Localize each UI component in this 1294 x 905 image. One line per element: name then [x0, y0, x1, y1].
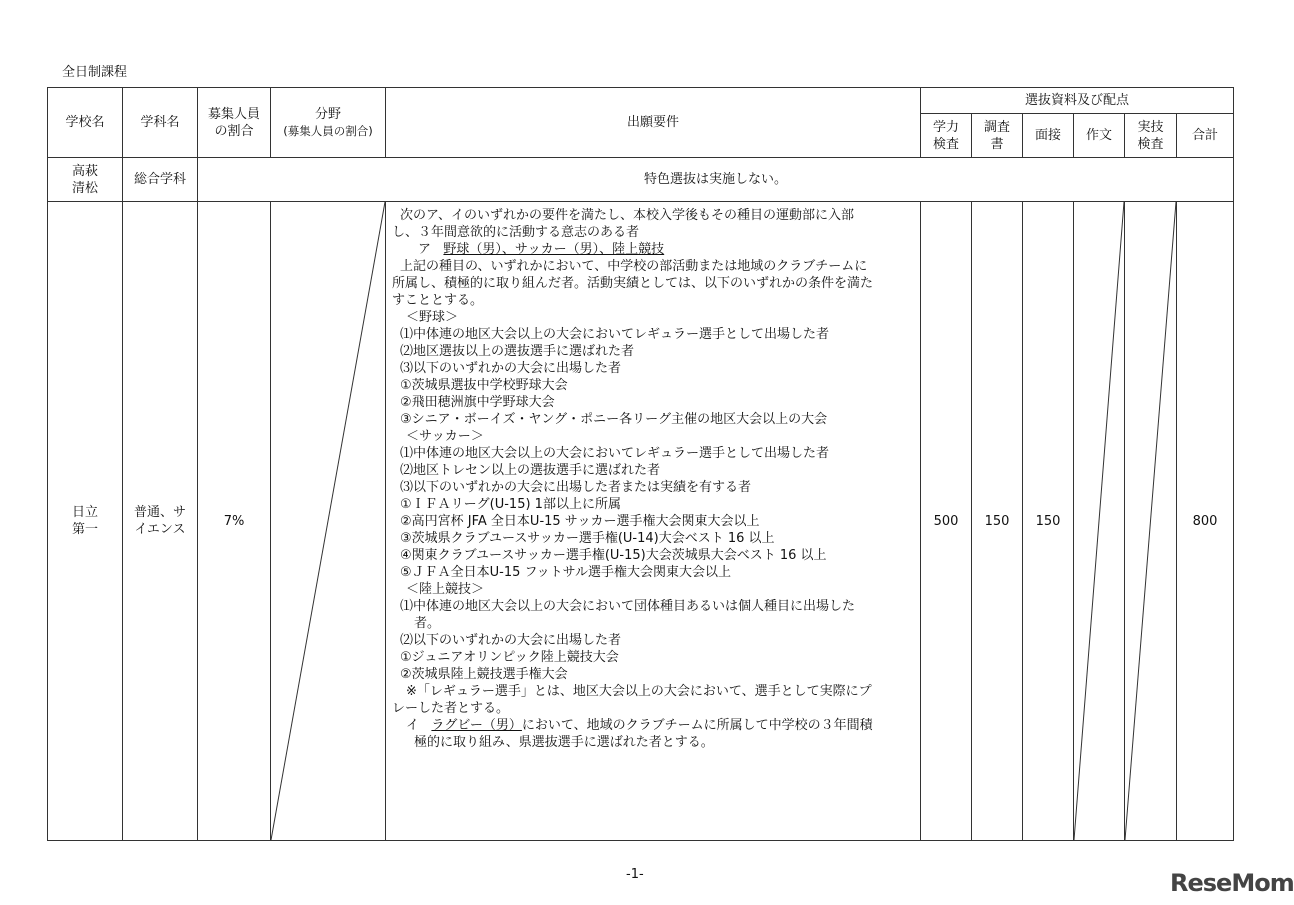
row2-dept: 普通、サ イエンス — [123, 202, 198, 841]
header-jitsugi: 実技 検査 — [1125, 114, 1177, 158]
row2-field-empty — [271, 202, 386, 841]
selection-table — [47, 87, 1234, 841]
header-sakubun: 作文 — [1074, 114, 1125, 158]
row2-jitsugi-empty — [1125, 202, 1177, 841]
row2-chousa: 150 — [972, 202, 1023, 841]
header-field: 分野 (募集人員の割合) — [271, 88, 386, 158]
row1-school: 高萩 清松 — [48, 158, 123, 202]
diagonal-line — [1074, 202, 1124, 840]
header-mensetsu: 面接 — [1023, 114, 1074, 158]
header-selection: 選抜資料及び配点 — [921, 88, 1234, 114]
table-row — [48, 202, 1234, 841]
page-number: -1- — [626, 867, 644, 882]
header-ratio: 募集人員 の割合 — [198, 88, 271, 158]
header-gakuryoku: 学力 検査 — [921, 114, 972, 158]
header-total: 合計 — [1177, 114, 1234, 158]
row1-note: 特色選抜は実施しない。 — [198, 158, 1234, 202]
header-requirements: 出願要件 — [386, 88, 921, 158]
row2-school: 日立 第一 — [48, 202, 123, 841]
header-school: 学校名 — [48, 88, 123, 158]
header-dept: 学科名 — [123, 88, 198, 158]
row2-gakuryoku: 500 — [921, 202, 972, 841]
row2-sakubun-empty — [1074, 202, 1125, 841]
header-chousa: 調査 書 — [972, 114, 1023, 158]
table-row — [48, 158, 1234, 202]
diagonal-line — [271, 202, 385, 840]
resemom-logo: ReseMom — [1170, 869, 1294, 897]
row2-mensetsu: 150 — [1023, 202, 1074, 841]
row2-ratio: 7% — [198, 202, 271, 841]
row2-total: 800 — [1177, 202, 1234, 841]
diagonal-line — [1125, 202, 1176, 840]
row2-requirements: 次のア、イのいずれかの要件を満たし、本校入学後もその種目の運動部に入部 し、３年間意欲的に活動する意志のある者 ア 野球（男）、サッカー（男）、陸上競技 上記の種目の、いずれかにおいて、中学校の部活動または地域のクラブチームに 所属し、積極的に取り組んだ者。活動実績としては、以下のいずれかの条件を満た すこととする。 ＜野球＞ ⑴中体連の地区大会以上の大会においてレギュラー選手として出場した者 ⑵地区選抜以上の選抜選手に選ばれた者 ⑶以下のいずれかの大会に出場した者 ①茨城県選抜中学校野球大会 ②飛田穂洲旗中学野球大会 ③シニア・ボーイズ・ヤング・ポニー各リーグ主催の地区大会以上の大会 ＜サッカー＞ ⑴中体連の地区大会以上の大会においてレギュラー選手として出場した者 ⑵地区トレセン以上の選抜選手に選ばれた者 ⑶以下のいずれかの大会に出場した者または実績を有する者 ①ＩＦＡリーグ(U-15) 1部以上に所属 ②高円宮杯 JFA 全日本U-15 サッカー選手権大会関東大会以上 ③茨城県クラブユースサッカー選手権(U-14)大会ベスト 16 以上 ④関東クラブユースサッカー選手権(U-15)大会茨城県大会ベスト 16 以上 ⑤ＪＦＡ全日本U-15 フットサル選手権大会関東大会以上 ＜陸上競技＞ ⑴中体連の地区大会以上の大会において団体種目あるいは個人種目に出場した 者。 ⑵以下のいずれかの大会に出場した者 ①ジュニアオリンピック陸上競技大会 ②茨城県陸上競技選手権大会 ※「レギュラー選手」とは、地区大会以上の大会において、選手として実際にプ レーした者とする。 イ ラグビー（男）において、地域のクラブチームに所属して中学校の３年間積 極的に取り組み、県選抜選手に選ばれた者とする。 — [386, 202, 921, 841]
course-heading: 全日制課程 — [62, 65, 128, 80]
row1-dept: 総合学科 — [123, 158, 198, 202]
